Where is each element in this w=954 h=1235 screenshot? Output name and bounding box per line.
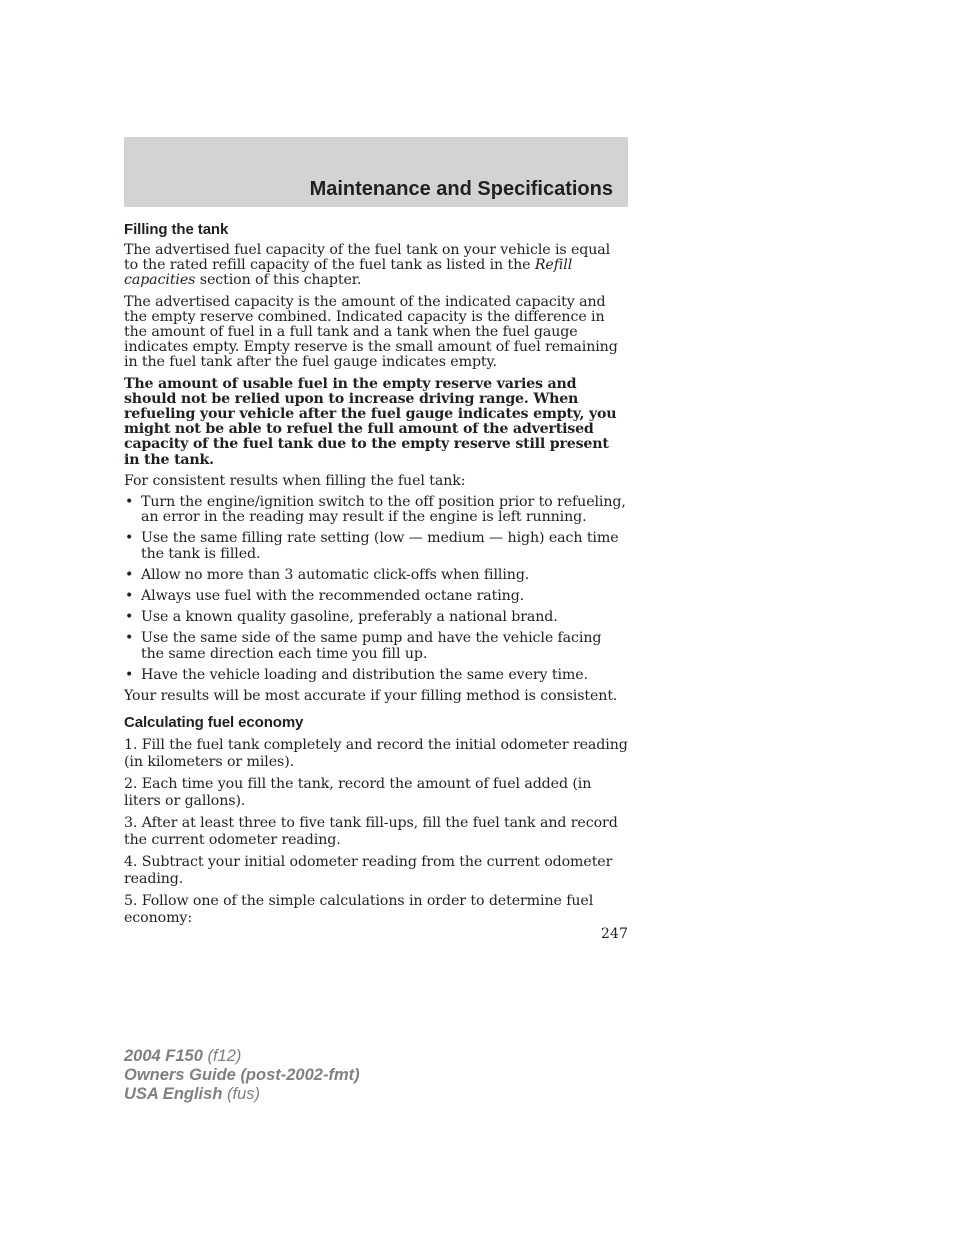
- step-item: 5. Follow one of the simple calculations in order to determine fuel economy:: [124, 893, 594, 926]
- list-item: • Turn the engine/ignition switch to the off position prior to refueling, an error in the reading may result if the engine is left running.: [124, 495, 628, 525]
- warning-empty-reserve: The amount of usable fuel in the empty reserve varies and should not be relied upon to increase driving range. When refueling your vehicle after the fuel gauge indicates empty, you might not be able to refuel the full amount of the advertised capacity of the fuel tank due to the empty reserve still present in the tank.: [124, 375, 617, 468]
- section-title: Maintenance and Specifications: [309, 178, 613, 200]
- heading-filling-the-tank: Filling the tank: [124, 221, 229, 238]
- page-content: [124, 221, 628, 932]
- list-item: • Use a known quality gasoline, preferably a national brand.: [124, 610, 628, 625]
- step-item: 3. After at least three to five tank fill-ups, fill the fuel tank and record the current odometer reading.: [124, 815, 618, 848]
- document-footer: [124, 1047, 360, 1104]
- heading-calculating-fuel-economy: Calculating fuel economy: [124, 714, 304, 732]
- paragraph-advertised-capacity: The advertised capacity is the amount of the indicated capacity and the empty reserve combined. Indicated capacity is the difference in the amount of fuel in a full tank and a tank when the fuel gauge indicates empty. Empty reserve is the small amount of fuel remaining in the fuel tank after the fuel gauge indicates empty.: [124, 293, 618, 371]
- section-header-band: [124, 137, 628, 207]
- list-item: • Have the vehicle loading and distribution the same every time.: [124, 668, 628, 683]
- step-item: 4. Subtract your initial odometer reading from the current odometer reading.: [124, 854, 613, 887]
- filling-tips-list: [124, 495, 628, 683]
- refill-capacities-reference: Refill capacities: [124, 257, 573, 289]
- list-item: • Always use fuel with the recommended octane rating.: [124, 589, 628, 604]
- page-number: 247: [600, 926, 628, 942]
- step-item: 2. Each time you fill the tank, record the amount of fuel added (in liters or gallons).: [124, 776, 592, 809]
- footer-language-line: USA English (fus): [124, 1085, 260, 1103]
- footer-model-line: 2004 F150 (f12): [124, 1047, 242, 1065]
- paragraph-advertised-fuel-capacity: The advertised fuel capacity of the fuel tank on your vehicle is equal to the rated refill capacity of the fuel tank as listed in the Refill capacities section of this chapter.: [124, 242, 611, 289]
- fuel-economy-steps: [124, 737, 628, 926]
- step-item: 1. Fill the fuel tank completely and record the initial odometer reading (in kilometers or miles).: [124, 737, 628, 770]
- list-item: • Use the same side of the same pump and have the vehicle facing the same direction each time you fill up.: [124, 631, 628, 661]
- paragraph-consistent-results-intro: For consistent results when filling the fuel tank:: [124, 472, 466, 489]
- list-item: • Use the same filling rate setting (low — medium — high) each time the tank is filled.: [124, 531, 628, 561]
- paragraph-results-accuracy: Your results will be most accurate if your filling method is consistent.: [124, 688, 618, 705]
- footer-guide-line: Owners Guide (post-2002-fmt): [124, 1066, 360, 1084]
- list-item: • Allow no more than 3 automatic click-offs when filling.: [124, 568, 628, 583]
